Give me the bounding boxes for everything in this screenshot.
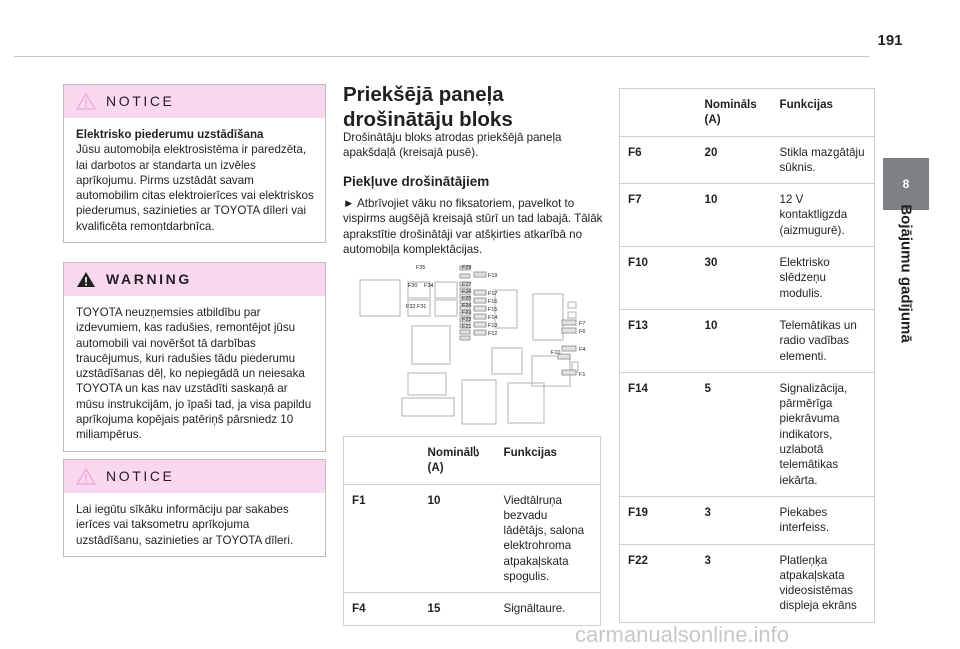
fuse-id: F14 bbox=[620, 372, 697, 496]
notice-header bbox=[64, 85, 325, 118]
fuse-function: Stikla mazgātāju sūknis. bbox=[772, 136, 875, 184]
fuse-label: F34 bbox=[424, 283, 434, 289]
warning-title: WARNING bbox=[106, 270, 192, 287]
fuse-id: F6 bbox=[620, 136, 697, 184]
chapter-tab[interactable] bbox=[883, 158, 929, 210]
chapter-label-text: Bojājumu gadījumā bbox=[897, 203, 915, 343]
fuse-rating: 15 bbox=[420, 593, 496, 625]
fuse-label: F7 bbox=[579, 321, 586, 327]
warning-triangle-icon bbox=[76, 271, 96, 288]
table-header-cell: Nomināls (A) bbox=[704, 98, 757, 127]
top-divider bbox=[14, 56, 869, 57]
fuse-box-diagram bbox=[350, 258, 600, 428]
table-row bbox=[620, 496, 875, 544]
table-row bbox=[620, 184, 875, 247]
fuse-label: F25 bbox=[462, 296, 472, 302]
fuse-id: F4 bbox=[344, 593, 420, 625]
table-header-cell bbox=[620, 89, 697, 137]
fuse-rating: 20 bbox=[697, 136, 772, 184]
notice-title: NOTICE bbox=[106, 92, 175, 109]
notice-heading: Elektrisko piederumu uzstādīšana bbox=[76, 128, 264, 141]
fuse-label: F16 bbox=[488, 299, 498, 305]
fuse-id: F22 bbox=[620, 544, 697, 622]
warning-triangle-icon bbox=[76, 468, 96, 485]
notice-body bbox=[64, 118, 325, 242]
chapter-number: 8 bbox=[902, 177, 910, 191]
fuse-label: F14 bbox=[488, 315, 498, 321]
notice-box-2 bbox=[63, 459, 326, 557]
fuse-label: F21 bbox=[462, 324, 472, 330]
table-header-cell bbox=[344, 437, 420, 485]
fuse-function: Piekabes interfeiss. bbox=[772, 496, 875, 544]
table-header-row bbox=[344, 437, 601, 485]
fuse-table-2 bbox=[619, 88, 875, 623]
fuse-rating: 3 bbox=[697, 496, 772, 544]
fuse-function: Platleņķa atpakaļskata videosistēmas displeja ekrāns bbox=[772, 544, 875, 622]
fuse-id: F10 bbox=[620, 247, 697, 310]
fuse-label: F22 bbox=[462, 317, 472, 323]
fuse-id: F13 bbox=[620, 309, 697, 372]
fuse-function: 12 V kontaktligzda (aizmugurē). bbox=[772, 184, 875, 247]
fuse-label: F24 bbox=[462, 303, 472, 309]
table-row bbox=[620, 544, 875, 622]
fuse-id: F7 bbox=[620, 184, 697, 247]
access-title: Piekļuve drošinātājiem bbox=[343, 174, 490, 189]
fuse-rating: 30 bbox=[697, 247, 772, 310]
warning-triangle-icon bbox=[76, 93, 96, 110]
fuse-label: F26 bbox=[462, 289, 472, 295]
warning-header bbox=[64, 263, 325, 296]
table-row bbox=[620, 247, 875, 310]
fuse-label: F1 bbox=[579, 372, 586, 378]
fuse-id: F19 bbox=[620, 496, 697, 544]
table-header-cell: Funkcijas bbox=[503, 446, 557, 459]
notice-header bbox=[64, 460, 325, 493]
fuse-label: F12 bbox=[488, 331, 498, 337]
fuse-rating: 5 bbox=[697, 372, 772, 496]
fuse-label: F29 bbox=[462, 265, 472, 271]
fuse-rating: 10 bbox=[697, 184, 772, 247]
page-number: 191 bbox=[877, 32, 903, 49]
table-row bbox=[620, 309, 875, 372]
fuse-rating: 10 bbox=[420, 484, 496, 593]
chapter-label bbox=[879, 203, 933, 343]
fuse-label: F15 bbox=[488, 307, 498, 313]
fuse-function: Signalizācija, pārmērīga piekrāvuma indikators, uzlabotā telemātikas iekārta. bbox=[772, 372, 875, 496]
access-text: ► Atbrīvojiet vāku no fiksatoriem, pavelkot to vispirms augšējā kreisajā stūrī un tad labajā. Tālāk aprakstītie drošinātāji var atšķirties atkarībā no automobiļa komplektācijas. bbox=[343, 197, 603, 256]
table-row bbox=[344, 484, 601, 593]
fuse-label: F19 bbox=[488, 273, 498, 279]
notice-box-1 bbox=[63, 84, 326, 243]
fuse-id: F1 bbox=[344, 484, 420, 593]
notice-text: Jūsu automobiļa elektrosistēma ir paredzēta, lai darbotos ar standarta un izvēles aprīkojumu. Pirms uzstādāt savam automobilim citas elektroierīces vai elektriskos piederumus, sazinieties ar TOYOTA dīleri vai kvalificēta remontdarbnīca. bbox=[76, 143, 314, 233]
table-row bbox=[344, 593, 601, 625]
table-header-cell: Nominālს (A) bbox=[427, 446, 480, 475]
fuse-rating: 3 bbox=[697, 544, 772, 622]
fuse-label: F30 bbox=[408, 283, 418, 289]
warning-box bbox=[63, 262, 326, 452]
fuse-function: Signāltaure. bbox=[496, 593, 601, 625]
fuse-label: F23 bbox=[462, 310, 472, 316]
table-row bbox=[620, 372, 875, 496]
fuse-label: F4 bbox=[579, 347, 586, 353]
notice-body bbox=[64, 493, 325, 556]
table-row bbox=[620, 136, 875, 184]
fuse-label: F17 bbox=[488, 291, 498, 297]
fuse-label: F6 bbox=[579, 329, 586, 335]
warning-text: TOYOTA neuzņemsies atbildību par izdevumiem, kas radušies, remontējot jūsu automobili vai novēršot tā darbības traucējumus, kuri radušies tādu piederumu uzstādīšanas dēļ, ko nepiegādā un neiesaka TOYOTA un kas nav uzstādīti saskaņā ar mūsu instrukcijām, jo īpaši tad, ja visa papildu aprīkojuma kopējais patēriņš pārsniedz 10 miliampērus. bbox=[76, 306, 312, 442]
fuse-function: Elektrisko slēdzeņu modulis. bbox=[772, 247, 875, 310]
fuse-label: F35 bbox=[416, 265, 426, 271]
warning-body bbox=[64, 296, 325, 451]
fuse-rating: 10 bbox=[697, 309, 772, 372]
table-header-row bbox=[620, 89, 875, 137]
fuse-label: F32 F31 bbox=[406, 304, 427, 310]
notice-text: Lai iegūtu sīkāku informāciju par sakabes ierīces vai taksometru aprīkojuma uzstādīšanu, sazinieties ar TOYOTA dīleri. bbox=[76, 503, 294, 547]
watermark: carmanualsonline.info bbox=[575, 622, 790, 647]
table-header-cell: Funkcijas bbox=[779, 98, 833, 111]
section-intro: Drošinātāju bloks atrodas priekšējā paneļa apakšdaļā (kreisajā pusē). bbox=[343, 131, 562, 160]
fuse-label: F13 bbox=[488, 323, 498, 329]
fuse-table-1 bbox=[343, 436, 601, 626]
section-title: Priekšējā paneļa drošinātāju bloks bbox=[343, 83, 513, 131]
fuse-function: Telemātikas un radio vadības elementi. bbox=[772, 309, 875, 372]
notice-title: NOTICE bbox=[106, 467, 175, 484]
fuse-label: F10 bbox=[551, 350, 561, 356]
fuse-label: F27 bbox=[462, 282, 472, 288]
fuse-function: Viedtālruņa bezvadu lādētājs, salona elektrohroma atpakaļskata spogulis. bbox=[496, 484, 601, 593]
